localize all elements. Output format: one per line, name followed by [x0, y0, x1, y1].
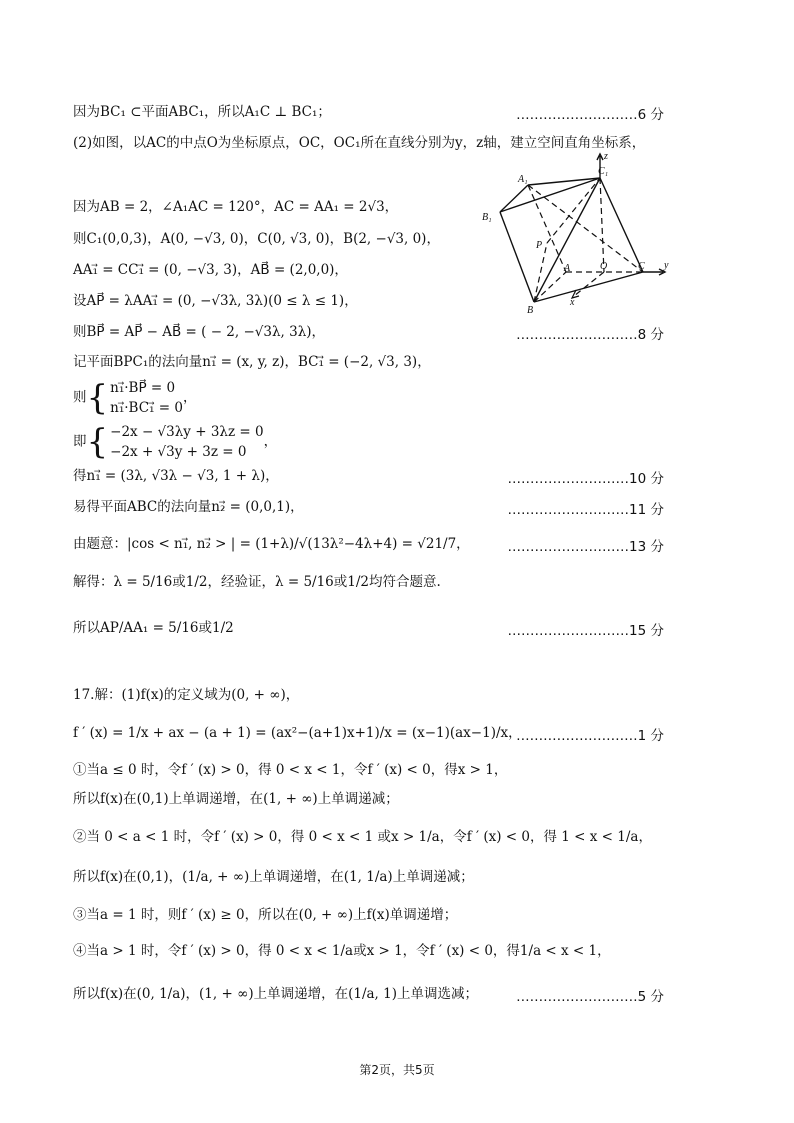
score-5: ………………………5 分	[516, 989, 664, 1005]
score-11: ………………………11 分	[507, 502, 664, 518]
line-n2: 易得平面ABC的法向量n₂⃗ = (0,0,1)，	[73, 499, 304, 515]
score-15: ………………………15 分	[507, 623, 664, 639]
score-10: ………………………10 分	[507, 471, 664, 487]
line-derivative: f ′ (x) = 1/x + ax − (a + 1) = (ax²−(a+1)x+1)/x = (x−1)(ax−1)/x，	[73, 725, 522, 741]
line-case-4-conclusion: 所以f(x)在(0, 1/a)，(1, + ∞)上单调递增，在(1/a, 1)上单调选减；	[73, 986, 478, 1002]
label-x: x	[570, 297, 575, 308]
label-a1: A₁	[518, 174, 528, 185]
system-row-1: n₁⃗·BP⃗ = 0	[110, 380, 176, 396]
label-z: z	[604, 151, 608, 162]
system-prefix: 则	[73, 389, 87, 406]
edge-c1-c	[600, 178, 643, 272]
system2-suffix: ，	[263, 433, 278, 450]
label-b: B	[527, 305, 534, 316]
line-vectors-aa1: AA₁⃗ = CC₁⃗ = (0, −√3, 3)，AB⃗ = (2,0,0)，	[73, 262, 348, 278]
line-solve-lambda: 解得：λ = 5/16或1/2，经验证，λ = 5/16或1/2均符合题意.	[73, 574, 441, 590]
line-cosine-condition: 由题意：|cos < n₁⃗, n₂⃗ > | = (1+λ)/√(13λ²−4λ+4) = √21/7，	[73, 536, 470, 552]
score-8: ………………………8 分	[516, 327, 664, 343]
line-case-2: ②当 0 < a < 1 时，令f ′ (x) > 0，得 0 < x < 1 或x > 1/a，令f ′ (x) < 0，得 1 < x < 1/a，	[73, 829, 652, 845]
line-bc1-in-plane: 因为BC₁ ⊂平面ABC₁，所以A₁C ⊥ BC₁；	[73, 104, 331, 120]
left-brace: {	[86, 422, 109, 462]
line-coordinate-setup: (2)如图，以AC的中点O为坐标原点，OC，OC₁所在直线分别为y，z轴，建立空间直角坐标系，	[73, 135, 646, 151]
edge-a1-c-dashed	[528, 185, 643, 272]
label-c1: C₁	[598, 166, 609, 177]
line-given-lengths: 因为AB = 2，∠A₁AC = 120°，AC = AA₁ = 2√3，	[73, 199, 399, 215]
line-case-2-conclusion: 所以f(x)在(0,1)，(1/a, + ∞)上单调递增，在(1, 1/a)上单调递减；	[73, 869, 474, 885]
page-footer: 第2页，共5页	[359, 1063, 435, 1077]
line-case-3: ③当a = 1 时，则f ′ (x) ≥ 0，所以在(0, + ∞)上f(x)单调递增；	[73, 907, 458, 923]
prism-figure	[478, 150, 678, 320]
label-c: C	[638, 261, 645, 272]
label-p: P	[536, 240, 543, 251]
line-vector-bp: 则BP⃗ = AP⃗ − AB⃗ = ( − 2, −√3λ, 3λ)，	[73, 324, 326, 340]
system2-prefix: 即	[73, 433, 87, 450]
edge-a1-a-dashed	[528, 185, 566, 272]
edge-c1-o-dashed	[600, 178, 604, 272]
system-rows	[110, 378, 183, 418]
equation-system-linear	[73, 422, 277, 462]
score-13: ………………………13 分	[507, 539, 664, 555]
equation-system-dot	[73, 378, 196, 418]
line-case-1-conclusion: 所以f(x)在(0,1)上单调递增，在(1, + ∞)上单调递减；	[73, 791, 399, 807]
edge-b1-b	[500, 212, 534, 302]
score-6: ………………………6 分	[516, 107, 664, 123]
line-n1-result: 得n₁⃗ = (3λ, √3λ − √3, 1 + λ)，	[73, 468, 279, 484]
label-a: A	[564, 263, 571, 274]
label-y: y	[664, 260, 669, 271]
system2-rows	[110, 422, 263, 462]
line-point-coordinates: 则C₁(0,0,3)，A(0, −√3, 0)，C(0, √3, 0)，B(2, −√3, 0)，	[73, 231, 440, 247]
line-case-1: ①当a ≤ 0 时，令f ′ (x) > 0，得 0 < x < 1，令f ′ (x) < 0，得x > 1，	[73, 762, 508, 778]
system-row-2: n₁⃗·BC₁⃗ = 0	[110, 400, 183, 416]
system-suffix: ，	[182, 389, 197, 406]
label-o: O	[600, 261, 608, 272]
line-case-4: ④当a > 1 时，令f ′ (x) > 0，得 0 < x < 1/a或x > 1，令f ′ (x) < 0，得1/a < x < 1，	[73, 943, 611, 959]
line-vector-ap: 设AP⃗ = λAA₁⃗ = (0, −√3λ, 3λ)(0 ≤ λ ≤ 1)，	[73, 293, 358, 309]
edge-b-p-dashed	[534, 243, 547, 302]
line-normal-vector-n1: 记平面BPC₁的法向量n₁⃗ = (x, y, z)，BC₁⃗ = (−2, √3, 3)，	[73, 354, 431, 370]
label-b1: B₁	[482, 212, 492, 223]
line-ratio-answer: 所以AP/AA₁ = 5/16或1/2	[73, 620, 234, 636]
score-1: ………………………1 分	[516, 728, 664, 744]
left-brace: {	[86, 378, 109, 418]
system2-row-2: −2x + √3y + 3z = 0	[110, 444, 247, 460]
line-q17-domain: 17.解：(1)f(x)的定义域为(0, + ∞)，	[73, 687, 300, 703]
system2-row-1: −2x − √3λy + 3λz = 0	[110, 424, 264, 440]
